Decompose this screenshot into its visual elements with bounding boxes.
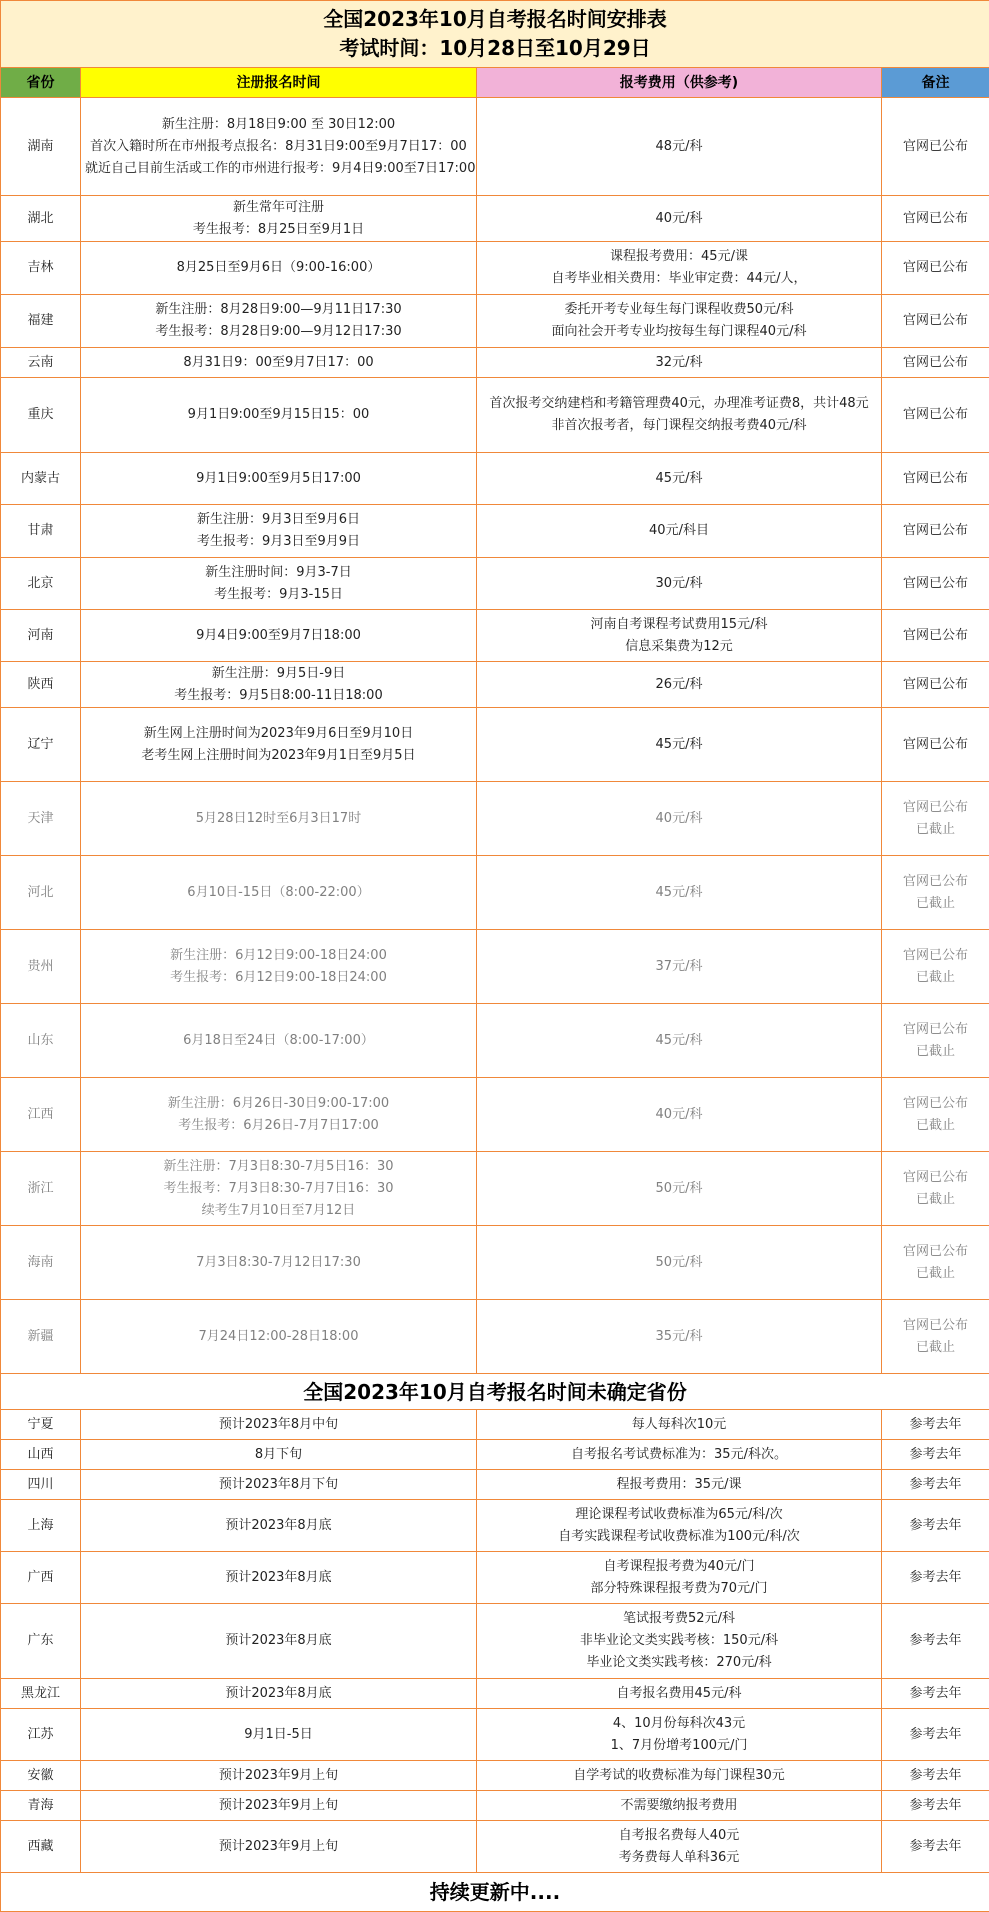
registration-time-cell-line: 预计2023年8月底 [85, 1630, 472, 1652]
registration-time-cell-line: 首次入籍时所在市州报考点报名：8月31日9:00至9月7日17：00 [85, 136, 472, 158]
note-cell-line: 官网已公布 [886, 573, 985, 595]
table-row [1, 1226, 989, 1300]
table-row [1, 1440, 989, 1470]
registration-time-cell [81, 1552, 477, 1604]
registration-time-cell-line: 预计2023年9月上旬 [85, 1765, 472, 1787]
registration-time-cell-line: 预计2023年9月上旬 [85, 1795, 472, 1817]
province-cell: 贵州 [1, 930, 81, 1004]
province-cell: 四川 [1, 1470, 81, 1500]
note-cell-line: 参考去年 [886, 1567, 985, 1589]
fee-cell-line: 1、7月份增考100元/门 [481, 1735, 877, 1757]
registration-time-cell [81, 242, 477, 295]
province-cell: 甘肃 [1, 505, 81, 558]
fee-cell-line: 笔试报考费52元/科 [481, 1608, 877, 1630]
registration-time-cell-line: 预计2023年8月底 [85, 1515, 472, 1537]
province-cell: 上海 [1, 1500, 81, 1552]
registration-time-cell [81, 1791, 477, 1821]
registration-time-cell-line: 考生报考：9月3-15日 [85, 584, 472, 606]
note-cell-line: 官网已公布 [886, 136, 985, 158]
fee-cell-line: 理论课程考试收费标准为65元/科/次 [481, 1504, 877, 1526]
fee-cell-line: 26元/科 [481, 674, 877, 696]
note-cell [882, 1791, 989, 1821]
note-cell-line: 参考去年 [886, 1765, 985, 1787]
note-cell-line: 参考去年 [886, 1630, 985, 1652]
note-cell [882, 1552, 989, 1604]
fee-cell [477, 930, 882, 1004]
note-cell [882, 782, 989, 856]
note-cell-line: 已截止 [886, 1041, 985, 1063]
fee-cell-line: 40元/科目 [481, 520, 877, 542]
note-cell-line: 已截止 [886, 893, 985, 915]
province-cell: 海南 [1, 1226, 81, 1300]
fee-cell [477, 1709, 882, 1761]
table-row [1, 856, 989, 930]
note-cell-line: 已截止 [886, 967, 985, 989]
fee-cell-line: 不需要缴纳报考费用 [481, 1795, 877, 1817]
table-row [1, 98, 989, 196]
fee-cell [477, 662, 882, 708]
fee-cell [477, 856, 882, 930]
province-cell: 西藏 [1, 1821, 81, 1873]
registration-time-cell-line: 9月1日-5日 [85, 1724, 472, 1746]
registration-time-cell [81, 1300, 477, 1374]
note-cell-line: 官网已公布 [886, 797, 985, 819]
table-row [1, 378, 989, 453]
note-cell [882, 610, 989, 662]
fee-cell-line: 40元/科 [481, 808, 877, 830]
fee-cell [477, 1604, 882, 1679]
table-row [1, 1791, 989, 1821]
province-cell: 新疆 [1, 1300, 81, 1374]
registration-time-cell [81, 295, 477, 348]
registration-time-cell [81, 1078, 477, 1152]
fee-cell-line: 面向社会开考专业均按每生每门课程40元/科 [481, 321, 877, 343]
registration-time-cell-line: 预计2023年8月底 [85, 1683, 472, 1705]
note-cell [882, 1410, 989, 1440]
province-cell: 河南 [1, 610, 81, 662]
note-cell [882, 1500, 989, 1552]
fee-cell [477, 98, 882, 196]
fee-cell-line: 40元/科 [481, 208, 877, 230]
note-cell [882, 196, 989, 242]
note-cell [882, 1679, 989, 1709]
registration-time-cell [81, 708, 477, 782]
registration-time-cell [81, 1709, 477, 1761]
fee-cell-line: 32元/科 [481, 352, 877, 374]
table-row [1, 1679, 989, 1709]
fee-cell [477, 1152, 882, 1226]
registration-time-cell [81, 1821, 477, 1873]
note-cell-line: 官网已公布 [886, 468, 985, 490]
note-cell [882, 1470, 989, 1500]
registration-time-cell-line: 考生报考：9月3日至9月9日 [85, 531, 472, 553]
fee-cell [477, 1761, 882, 1791]
table-row [1, 1152, 989, 1226]
registration-time-cell [81, 1470, 477, 1500]
note-cell [882, 242, 989, 295]
registration-time-cell-line: 6月10日-15日（8:00-22:00） [85, 882, 472, 904]
table-row [1, 930, 989, 1004]
province-cell: 宁夏 [1, 1410, 81, 1440]
note-cell [882, 708, 989, 782]
fee-cell [477, 1791, 882, 1821]
table-row [1, 1552, 989, 1604]
fee-cell-line: 信息采集费为12元 [481, 636, 877, 658]
fee-cell-line: 4、10月份每科次43元 [481, 1713, 877, 1735]
note-cell [882, 1004, 989, 1078]
fee-cell-line: 考务费每人单科36元 [481, 1847, 877, 1869]
registration-time-cell-line: 9月4日9:00至9月7日18:00 [85, 625, 472, 647]
fee-cell-line: 部分特殊课程报考费为70元/门 [481, 1578, 877, 1600]
note-cell [882, 348, 989, 378]
registration-time-cell-line: 新生注册：8月28日9:00—9月11日17:30 [85, 299, 472, 321]
registration-time-cell-line: 7月3日8:30-7月12日17:30 [85, 1252, 472, 1274]
registration-time-cell-line: 考生报考：7月3日8:30-7月7日16：30 [85, 1178, 472, 1200]
note-cell-line: 官网已公布 [886, 945, 985, 967]
table-title [1, 1, 989, 68]
fee-cell-line: 48元/科 [481, 136, 877, 158]
table-row [1, 708, 989, 782]
fee-cell-line: 40元/科 [481, 1104, 877, 1126]
registration-time-cell-line: 预计2023年8月下旬 [85, 1474, 472, 1496]
registration-time-cell [81, 1761, 477, 1791]
registration-time-cell-line: 9月1日9:00至9月15日15：00 [85, 404, 472, 426]
note-cell-line: 参考去年 [886, 1444, 985, 1466]
registration-time-cell [81, 662, 477, 708]
registration-time-cell [81, 558, 477, 610]
fee-cell [477, 708, 882, 782]
table-row [1, 1300, 989, 1374]
fee-cell-line: 程报考费用：35元/课 [481, 1474, 877, 1496]
fee-cell-line: 37元/科 [481, 956, 877, 978]
note-cell-line: 参考去年 [886, 1795, 985, 1817]
fee-cell-line: 45元/科 [481, 882, 877, 904]
registration-time-cell [81, 1226, 477, 1300]
registration-time-cell [81, 196, 477, 242]
note-cell [882, 1761, 989, 1791]
note-cell-line: 官网已公布 [886, 871, 985, 893]
note-cell-line: 官网已公布 [886, 404, 985, 426]
registration-time-cell-line: 新生网上注册时间为2023年9月6日至9月10日 [85, 723, 472, 745]
table-row [1, 1604, 989, 1679]
title-row [1, 1, 989, 68]
province-cell: 江苏 [1, 1709, 81, 1761]
registration-time-cell [81, 856, 477, 930]
province-cell: 天津 [1, 782, 81, 856]
note-cell [882, 558, 989, 610]
registration-time-cell [81, 1152, 477, 1226]
table-row [1, 295, 989, 348]
fee-cell [477, 782, 882, 856]
note-cell-line: 官网已公布 [886, 520, 985, 542]
fee-cell [477, 348, 882, 378]
note-cell-line: 官网已公布 [886, 352, 985, 374]
table-row [1, 1500, 989, 1552]
note-cell-line: 参考去年 [886, 1724, 985, 1746]
note-cell-line: 已截止 [886, 1189, 985, 1211]
registration-time-cell-line: 新生注册：7月3日8:30-7月5日16：30 [85, 1156, 472, 1178]
section-title-row [1, 1374, 989, 1410]
fee-cell-line: 50元/科 [481, 1178, 877, 1200]
note-cell-line: 官网已公布 [886, 674, 985, 696]
note-cell [882, 378, 989, 453]
note-cell-line: 官网已公布 [886, 1241, 985, 1263]
province-cell: 内蒙古 [1, 453, 81, 505]
table-row [1, 1004, 989, 1078]
fee-cell-line: 自考报名考试费标准为：35元/科次。 [481, 1444, 877, 1466]
header-fee: 报考费用（供参考) [477, 68, 882, 98]
registration-time-cell-line: 预计2023年8月底 [85, 1567, 472, 1589]
note-cell-line: 官网已公布 [886, 1315, 985, 1337]
fee-cell [477, 1821, 882, 1873]
province-cell: 湖北 [1, 196, 81, 242]
fee-cell [477, 1440, 882, 1470]
fee-cell-line: 委托开考专业每生每门课程收费50元/科 [481, 299, 877, 321]
registration-time-cell-line: 预计2023年8月中旬 [85, 1414, 472, 1436]
note-cell [882, 856, 989, 930]
section-title: 全国2023年10月自考报名时间未确定省份 [1, 1374, 989, 1410]
fee-cell [477, 1410, 882, 1440]
registration-time-cell [81, 1004, 477, 1078]
note-cell [882, 98, 989, 196]
note-cell-line: 参考去年 [886, 1414, 985, 1436]
registration-time-cell-line: 新生注册：9月5日-9日 [85, 663, 472, 685]
fee-cell-line: 自学考试的收费标准为每门课程30元 [481, 1765, 877, 1787]
note-cell [882, 1604, 989, 1679]
table-row [1, 348, 989, 378]
note-cell-line: 官网已公布 [886, 1019, 985, 1041]
table-row [1, 782, 989, 856]
footer-text: 持续更新中.... [1, 1873, 989, 1912]
note-cell-line: 官网已公布 [886, 1093, 985, 1115]
province-cell: 福建 [1, 295, 81, 348]
fee-cell-line: 35元/科 [481, 1326, 877, 1348]
note-cell [882, 662, 989, 708]
note-cell [882, 453, 989, 505]
fee-cell [477, 378, 882, 453]
registration-time-cell-line: 就近自己目前生活或工作的市州进行报考：9月4日9:00至7日17:00 [85, 158, 472, 180]
note-cell-line: 已截止 [886, 1263, 985, 1285]
fee-cell [477, 558, 882, 610]
note-cell-line: 官网已公布 [886, 208, 985, 230]
registration-time-cell [81, 348, 477, 378]
fee-cell [477, 1004, 882, 1078]
note-cell-line: 已截止 [886, 1115, 985, 1137]
table-row [1, 662, 989, 708]
registration-time-cell [81, 930, 477, 1004]
fee-cell [477, 505, 882, 558]
registration-time-cell-line: 5月28日12时至6月3日17时 [85, 808, 472, 830]
table-row [1, 1078, 989, 1152]
note-cell-line: 官网已公布 [886, 625, 985, 647]
table-row [1, 610, 989, 662]
fee-cell-line: 45元/科 [481, 734, 877, 756]
province-cell: 山东 [1, 1004, 81, 1078]
fee-cell-line: 自考报名费用45元/科 [481, 1683, 877, 1705]
province-cell: 河北 [1, 856, 81, 930]
province-cell: 青海 [1, 1791, 81, 1821]
fee-cell [477, 196, 882, 242]
table-row [1, 1821, 989, 1873]
registration-time-cell-line: 新生注册：9月3日至9月6日 [85, 509, 472, 531]
table-row [1, 1709, 989, 1761]
note-cell-line: 参考去年 [886, 1474, 985, 1496]
registration-time-cell-line: 9月1日9:00至9月5日17:00 [85, 468, 472, 490]
province-cell: 北京 [1, 558, 81, 610]
province-cell: 吉林 [1, 242, 81, 295]
registration-time-cell-line: 考生报考：9月5日8:00-11日18:00 [85, 685, 472, 707]
fee-cell [477, 1470, 882, 1500]
note-cell [882, 1152, 989, 1226]
registration-time-cell [81, 610, 477, 662]
fee-cell [477, 295, 882, 348]
note-cell-line: 参考去年 [886, 1683, 985, 1705]
note-cell [882, 1300, 989, 1374]
note-cell [882, 1078, 989, 1152]
registration-time-cell [81, 1410, 477, 1440]
fee-cell [477, 242, 882, 295]
registration-time-cell [81, 98, 477, 196]
registration-time-cell [81, 1440, 477, 1470]
registration-time-cell [81, 378, 477, 453]
header-row [1, 68, 989, 98]
fee-cell-line: 河南自考课程考试费用15元/科 [481, 614, 877, 636]
fee-cell-line: 45元/科 [481, 1030, 877, 1052]
table-row [1, 1470, 989, 1500]
header-registration: 注册报名时间 [81, 68, 477, 98]
province-cell: 广东 [1, 1604, 81, 1679]
fee-cell-line: 非首次报考者，每门课程交纳报考费40元/科 [481, 415, 877, 437]
note-cell [882, 930, 989, 1004]
registration-time-cell-line: 新生常年可注册 [85, 197, 472, 219]
registration-time-cell-line: 续考生7月10日至7月12日 [85, 1200, 472, 1222]
fee-cell-line: 首次报考交纳建档和考籍管理费40元，办理准考证费8，共计48元 [481, 393, 877, 415]
registration-time-cell-line: 考生报考：8月25日至9月1日 [85, 219, 472, 241]
fee-cell-line: 45元/科 [481, 468, 877, 490]
province-cell: 浙江 [1, 1152, 81, 1226]
fee-cell [477, 1500, 882, 1552]
note-cell-line: 参考去年 [886, 1515, 985, 1537]
registration-time-cell-line: 老考生网上注册时间为2023年9月1日至9月5日 [85, 745, 472, 767]
table-row [1, 1761, 989, 1791]
footer-row [1, 1873, 989, 1912]
province-cell: 安徽 [1, 1761, 81, 1791]
fee-cell [477, 1078, 882, 1152]
province-cell: 辽宁 [1, 708, 81, 782]
note-cell-line: 官网已公布 [886, 257, 985, 279]
fee-cell [477, 1552, 882, 1604]
province-cell: 湖南 [1, 98, 81, 196]
table-row [1, 1410, 989, 1440]
title-line-1: 全国2023年10月自考报名时间安排表 [5, 5, 985, 34]
fee-cell-line: 30元/科 [481, 573, 877, 595]
registration-time-cell-line: 考生报考：6月12日9:00-18日24:00 [85, 967, 472, 989]
fee-cell-line: 每人每科次10元 [481, 1414, 877, 1436]
registration-time-cell [81, 453, 477, 505]
registration-time-cell [81, 782, 477, 856]
registration-time-cell-line: 考生报考：6月26日-7月7日17:00 [85, 1115, 472, 1137]
table-row [1, 196, 989, 242]
note-cell-line: 已截止 [886, 819, 985, 841]
note-cell [882, 505, 989, 558]
registration-time-cell-line: 新生注册：6月12日9:00-18日24:00 [85, 945, 472, 967]
fee-cell [477, 453, 882, 505]
table-row [1, 453, 989, 505]
registration-time-cell-line: 7月24日12:00-28日18:00 [85, 1326, 472, 1348]
fee-cell-line: 50元/科 [481, 1252, 877, 1274]
registration-time-cell-line: 8月31日9：00至9月7日17：00 [85, 352, 472, 374]
registration-time-cell [81, 1679, 477, 1709]
province-cell: 江西 [1, 1078, 81, 1152]
fee-cell-line: 自考课程报考费为40元/门 [481, 1556, 877, 1578]
province-cell: 云南 [1, 348, 81, 378]
province-cell: 山西 [1, 1440, 81, 1470]
note-cell [882, 1226, 989, 1300]
table-row [1, 505, 989, 558]
province-cell: 广西 [1, 1552, 81, 1604]
fee-cell [477, 610, 882, 662]
registration-time-cell-line: 6月18日至24日（8:00-17:00） [85, 1030, 472, 1052]
note-cell-line: 官网已公布 [886, 310, 985, 332]
note-cell [882, 1709, 989, 1761]
fee-cell-line: 自考实践课程考试收费标准为100元/科/次 [481, 1526, 877, 1548]
note-cell [882, 1440, 989, 1470]
registration-time-cell-line: 8月下旬 [85, 1444, 472, 1466]
registration-time-cell-line: 考生报考：8月28日9:00—9月12日17:30 [85, 321, 472, 343]
registration-time-cell-line: 新生注册：6月26日-30日9:00-17:00 [85, 1093, 472, 1115]
note-cell [882, 295, 989, 348]
fee-cell [477, 1226, 882, 1300]
fee-cell [477, 1679, 882, 1709]
fee-cell-line: 课程报考费用：45元/课 [481, 246, 877, 268]
registration-time-cell-line: 预计2023年9月上旬 [85, 1836, 472, 1858]
fee-cell-line: 自考报名费每人40元 [481, 1825, 877, 1847]
fee-cell [477, 1300, 882, 1374]
registration-time-cell [81, 1604, 477, 1679]
registration-time-cell-line: 8月25日至9月6日（9:00-16:00） [85, 257, 472, 279]
registration-time-cell-line: 新生注册：8月18日9:00 至 30日12:00 [85, 114, 472, 136]
note-cell-line: 官网已公布 [886, 734, 985, 756]
province-cell: 陕西 [1, 662, 81, 708]
header-province: 省份 [1, 68, 81, 98]
note-cell [882, 1821, 989, 1873]
registration-time-cell-line: 新生注册时间：9月3-7日 [85, 562, 472, 584]
note-cell-line: 已截止 [886, 1337, 985, 1359]
table-row [1, 558, 989, 610]
fee-cell-line: 自考毕业相关费用：毕业审定费：44元/人， [481, 268, 877, 290]
title-line-2: 考试时间：10月28日至10月29日 [5, 34, 985, 63]
note-cell-line: 官网已公布 [886, 1167, 985, 1189]
fee-cell-line: 毕业论文类实践考核：270元/科 [481, 1652, 877, 1674]
fee-cell-line: 非毕业论文类实践考核：150元/科 [481, 1630, 877, 1652]
registration-time-cell [81, 1500, 477, 1552]
registration-time-cell [81, 505, 477, 558]
note-cell-line: 参考去年 [886, 1836, 985, 1858]
province-cell: 黑龙江 [1, 1679, 81, 1709]
province-cell: 重庆 [1, 378, 81, 453]
header-note: 备注 [882, 68, 989, 98]
table-row [1, 242, 989, 295]
